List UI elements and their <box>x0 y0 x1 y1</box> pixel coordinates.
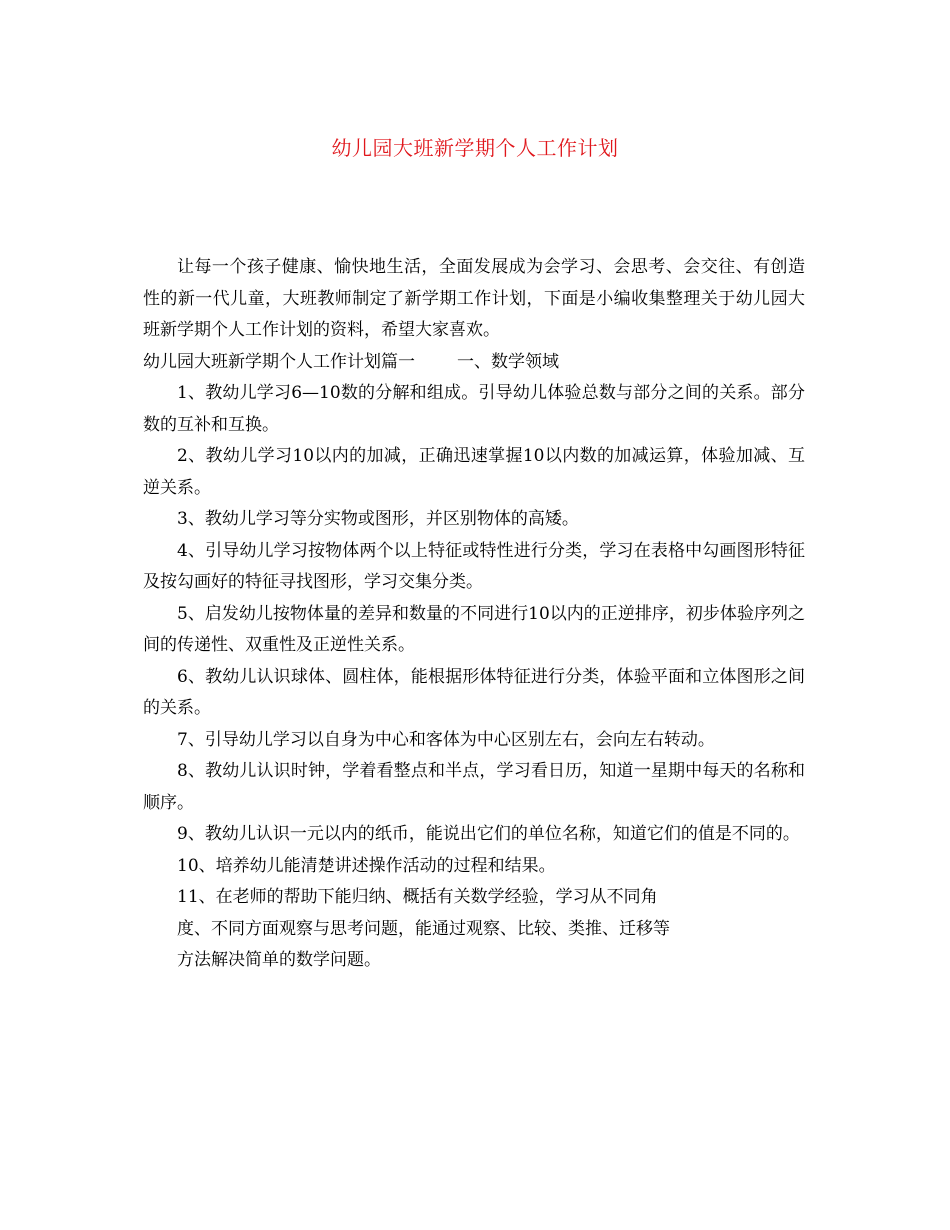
list-item: 1、教幼儿学习6—10数的分解和组成。引导幼儿体验总数与部分之间的关系。部分数的互补和互换。 <box>143 383 805 435</box>
section-subheading: 一、数学领域 <box>457 351 559 372</box>
list-item-11 <box>143 882 805 977</box>
list-item-11-line-2: 度、不同方面观察与思考问题，能通过观察、比较、类推、迁移等 <box>177 918 670 939</box>
document-body <box>143 252 805 977</box>
list-item: 3、教幼儿学习等分实物或图形，并区别物体的高矮。 <box>177 509 579 529</box>
intro-paragraph: 让每一个孩子健康、愉快地生活，全面发展成为会学习、会思考、会交往、有创造性的新一代儿童，大班教师制定了新学期工作计划，下面是小编收集整理关于幼儿园大班新学期个人工作计划的资料，希望大家喜欢。 <box>143 257 805 340</box>
list-item: 4、引导幼儿学习按物体两个以上特征或特性进行分类，学习在表格中勾画图形特征及按勾画好的特征寻找图形，学习交集分类。 <box>143 540 805 592</box>
list-item: 7、引导幼儿学习以自身为中心和客体为中心区别左右，会向左右转动。 <box>177 729 715 750</box>
section-heading-line <box>143 347 805 379</box>
list-item-11-line-1: 11、在老师的帮助下能归纳、概括有关数学经验，学习从不同角 <box>177 887 658 907</box>
list-item: 5、启发幼儿按物体量的差异和数量的不同进行10以内的正逆排序，初步体验序列之间的传递性、双重性及正逆性关系。 <box>143 603 805 655</box>
list-item: 8、教幼儿认识时钟，学着看整点和半点，学习看日历，知道一星期中每天的名称和顺序。 <box>143 761 805 813</box>
list-item-11-line-3: 方法解决简单的数学问题。 <box>177 950 381 970</box>
list-item: 2、教幼儿学习10以内的加减，正确迅速掌握10以内数的加减运算，体验加减、互逆关系。 <box>143 446 805 498</box>
document-title: 幼儿园大班新学期个人工作计划 <box>331 136 619 160</box>
section-heading: 幼儿园大班新学期个人工作计划篇一 <box>143 351 415 372</box>
list-item: 10、培养幼儿能清楚讲述操作活动的过程和结果。 <box>177 855 556 876</box>
list-item: 9、教幼儿认识一元以内的纸币，能说出它们的单位名称，知道它们的值是不同的。 <box>177 824 800 844</box>
list-item: 6、教幼儿认识球体、圆柱体，能根据形体特征进行分类，体验平面和立体图形之间的关系。 <box>143 666 805 718</box>
